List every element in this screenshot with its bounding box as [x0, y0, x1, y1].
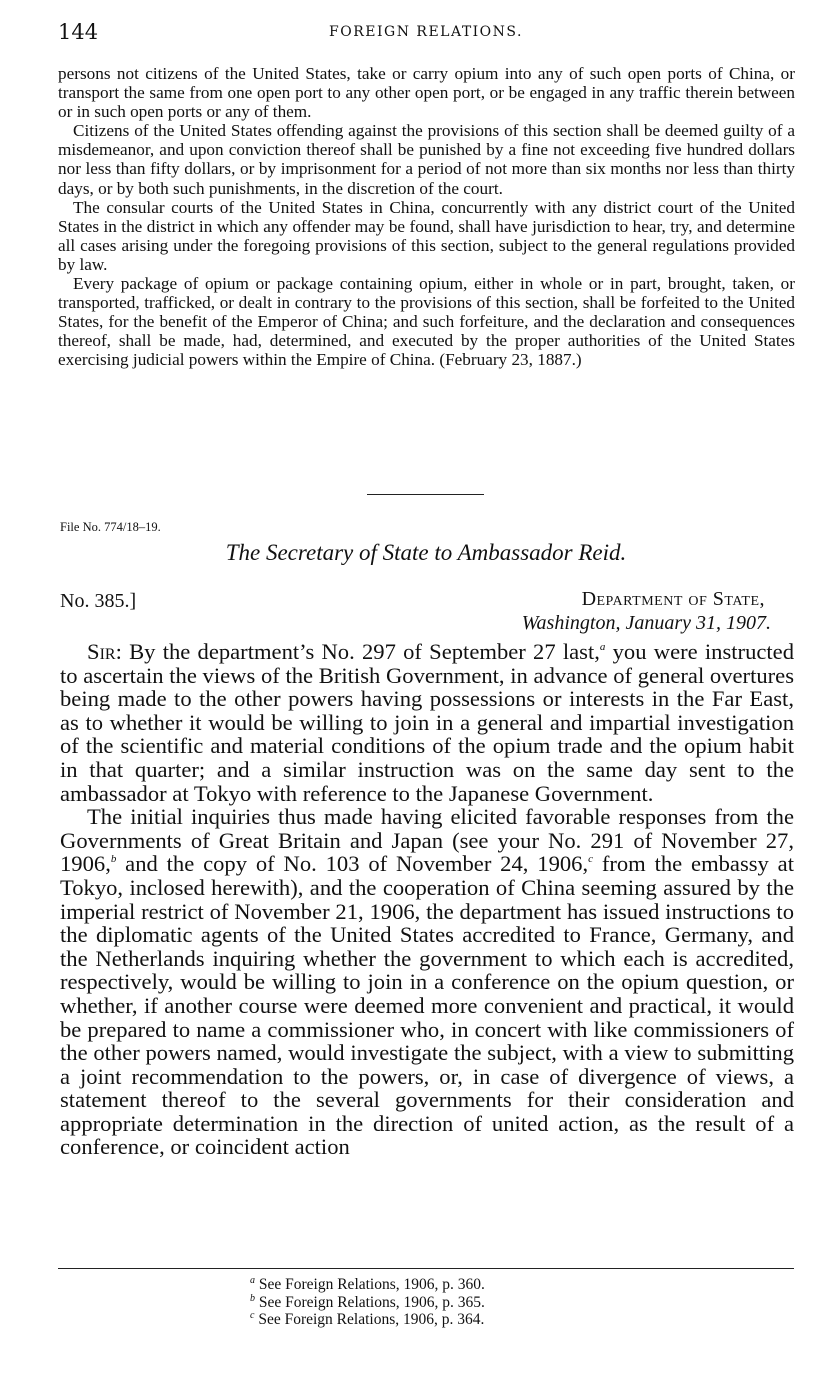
letter-paragraph: Sir: By the department’s No. 297 of September 27 last,$^a$ you were instructed to ascertain the views of the British Government, in advance of general overtures being made to the other powers having possessions or interests in the Far East, as to whether it would be willing to join in a general and impartial investigation of the scientific and material conditions of the opium trade and the opium habit in that quarter; and a similar instruction was on the same day sent to the ambassador at Tokyo with reference to the Japanese Government. — [60, 639, 794, 806]
statute-paragraph: The consular courts of the United States in China, concurrently with any district court of the United States in the district in which any offender may be found, shall have jurisdiction to hear, try, and determine all cases arising under the foregoing provisions of this section, subject to the general regulations provided by law. — [58, 197, 795, 274]
statute-paragraph: persons not citizens of the United States, take or carry opium into any of such open ports of China, or transport the same from one open port to any other open port, or be engaged in any traffic therein between or in such open ports or any of them. — [58, 64, 795, 122]
footnote-ref: a — [599, 641, 606, 653]
place-date: Washington, January 31, 1907. — [521, 612, 771, 634]
department-name: Department of State, — [581, 588, 765, 610]
statute-paragraph: Citizens of the United States offending against the provisions of this section shall be deemed guilty of a misdemeanor, and upon conviction thereof shall be punished by a fine not exceeding five hundred dollars nor less than fifty dollars, or by imprisonment for a period of not more than six months nor less than thirty days, or by both such punishments, in the discretion of the court. — [58, 121, 795, 198]
salutation: Sir: — [87, 639, 122, 664]
dateline — [522, 588, 771, 635]
section-divider — [367, 494, 484, 495]
dispatch-number: No. 385.] — [60, 590, 137, 612]
footnote-ref: c — [588, 853, 593, 866]
footnote: $^a$ See Foreign Relations, 1906, p. 360. — [250, 1275, 485, 1293]
footnote-ref: b — [110, 853, 117, 866]
footnotes — [250, 1276, 485, 1329]
statute-paragraph: Every package of opium or package containing opium, either in whole or in part, brought, taken, or transported, trafficked, or dealt in contrary to the provisions of this section, shall be forfeited to the United States, for the benefit of the Emperor of China; and such forfeiture, and the declaration and consequences thereof, shall be made, had, determined, and executed by the proper authorities of the United States exercising judicial powers within the Empire of China. (February 23, 1887.) — [58, 274, 795, 370]
running-head: FOREIGN RELATIONS. — [329, 24, 523, 40]
footnote: $^b$ See Foreign Relations, 1906, p. 365. — [250, 1292, 485, 1311]
footnote: $^c$ See Foreign Relations, 1906, p. 364. — [250, 1310, 485, 1329]
letter-paragraph: The initial inquiries thus made having elicited favorable responses from the Governments of Great Britain and Japan (see your No. 291 of November 27, 1906,$^b$ and the copy of No. 103 of November 24, 1906,$^c$ from the embassy at Tokyo, inclosed herewith), and the cooperation of China seeming assured by the imperial restrict of November 21, 1906, the department has issued instructions to the diplomatic agents of the United States accredited to France, Germany, and the Netherlands inquiring whether the government to which each is accredited, respectively, would be willing to join in a conference on the opium question, or whether, if another course were deemed more convenient and practical, it would be prepared to name a commissioner who, in concert with like commissioners of the other powers named, would investigate the subject, with a view to submitting a joint recommendation to the powers, or, in case of divergence of views, a statement thereof to the several governments for their consideration and appropriate determination in the direction of united action, as the result of a conference, or coincident action — [60, 804, 794, 1160]
letter-title: The Secretary of State to Ambassador Reid. — [225, 540, 627, 565]
page-header — [58, 20, 794, 48]
footnote-divider — [58, 1268, 794, 1269]
file-number: File No. 774/18–19. — [60, 520, 161, 534]
statute-text — [58, 64, 795, 370]
page-number: 144 — [58, 20, 99, 44]
letter-body — [60, 640, 794, 1159]
